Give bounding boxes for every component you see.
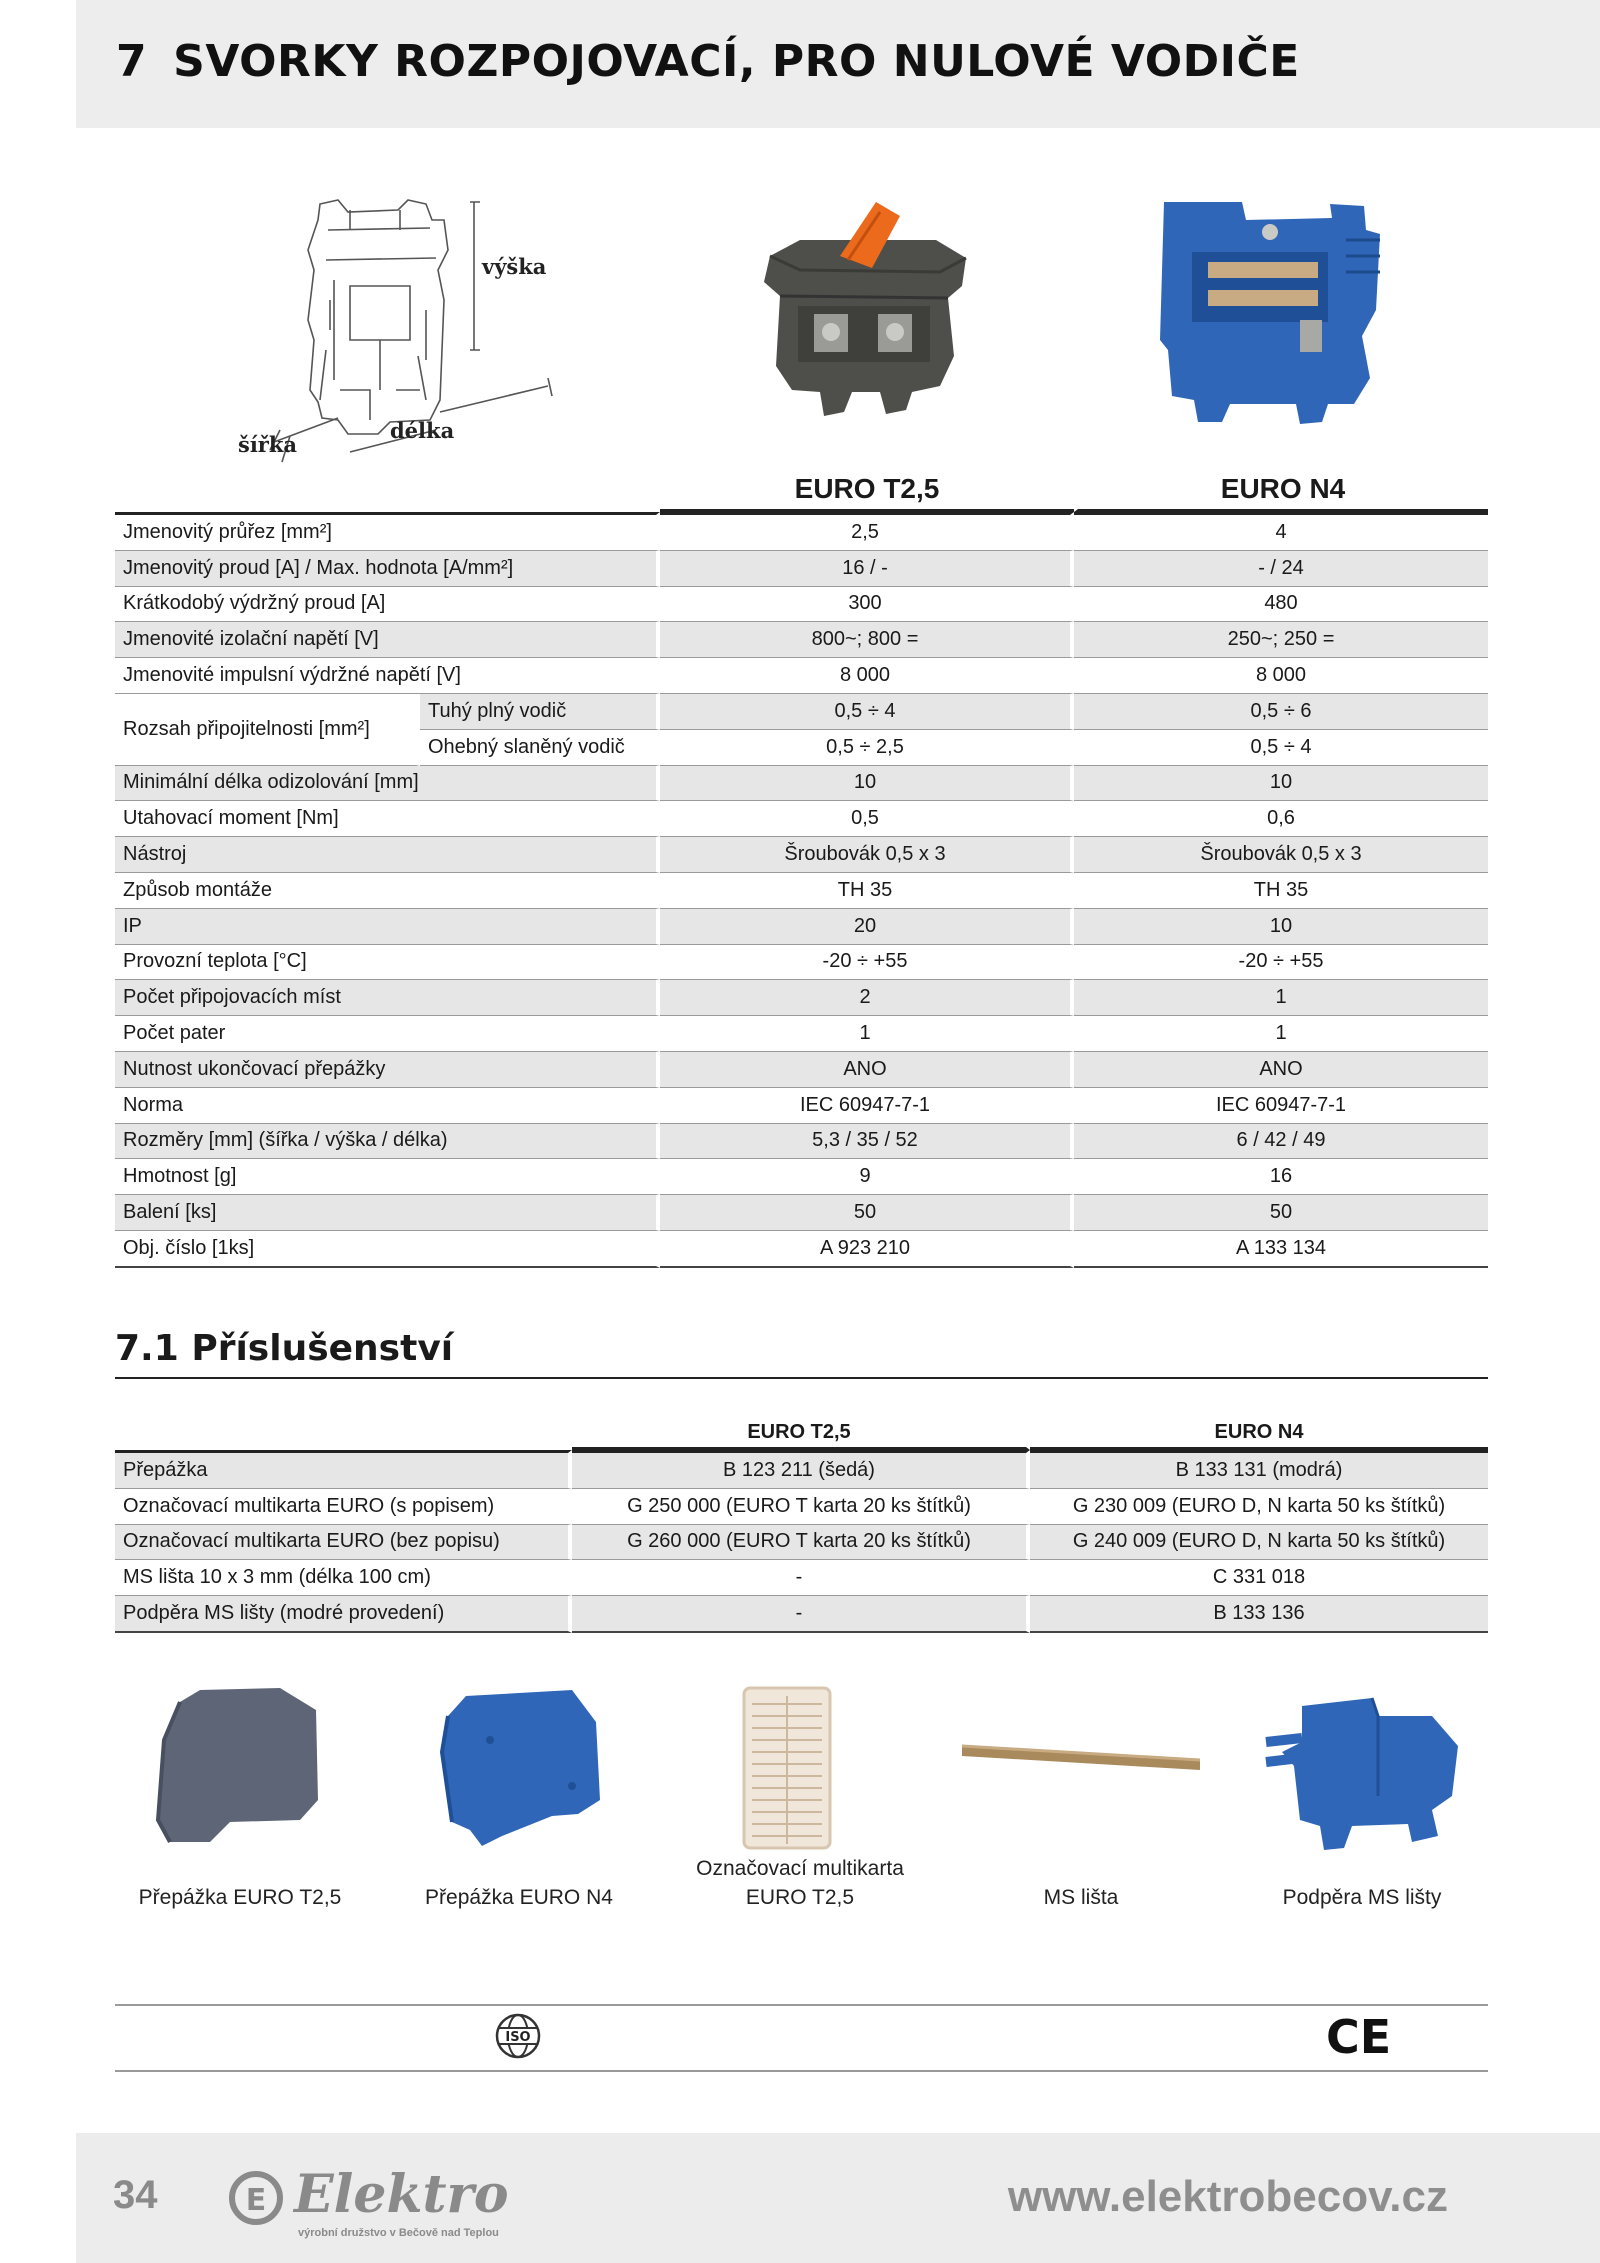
table-row <box>115 1489 1488 1525</box>
cell-value: 0,5 ÷ 6 <box>1074 694 1488 730</box>
euro-n4-terminal-image <box>1150 190 1400 430</box>
acc-col-euro-t25: EURO T2,5 <box>572 1414 1030 1450</box>
cell-value: ANO <box>660 1052 1074 1088</box>
cell-value: -20 ÷ +55 <box>1074 945 1488 981</box>
table-row <box>115 801 1488 837</box>
cell-value: 0,5 ÷ 2,5 <box>660 730 1074 766</box>
cell-value: 800~; 800 = <box>660 622 1074 658</box>
iso-text: ISO <box>505 2030 531 2045</box>
cell-value: G 230 009 (EURO D, N karta 50 ks štítků) <box>1030 1489 1488 1525</box>
cell-value: 1 <box>1074 980 1488 1016</box>
row-label: Nástroj <box>115 837 660 873</box>
section-name: Příslušenství <box>191 1328 454 1369</box>
cell-value: ANO <box>1074 1052 1488 1088</box>
partition-gray-image <box>150 1680 330 1850</box>
brand-tagline: výrobní družstvo v Bečově nad Teplou <box>298 2227 499 2239</box>
cell-value: 10 <box>660 766 1074 802</box>
cell-value: TH 35 <box>660 873 1074 909</box>
cell-value: 0,5 <box>660 801 1074 837</box>
table-row <box>115 945 1488 981</box>
range-group-label: Rozsah připojitelnosti [mm²] <box>115 694 420 766</box>
cell-value: IEC 60947-7-1 <box>660 1088 1074 1124</box>
row-label: Minimální délka odizolování [mm] <box>115 766 660 802</box>
row-label: Jmenovitý proud [A] / Max. hodnota [A/mm²] <box>115 551 660 587</box>
row-label: Přepážka <box>115 1450 572 1489</box>
acc-caption: Podpěra MS lišty <box>1282 1886 1442 1909</box>
section-title <box>115 1328 1488 1379</box>
cell-value: 16 <box>1074 1159 1488 1195</box>
elektro-logo <box>226 2154 546 2244</box>
table-row <box>115 1231 1488 1268</box>
table-row <box>115 980 1488 1016</box>
cell-value: B 133 136 <box>1030 1596 1488 1633</box>
row-label: Počet pater <box>115 1016 660 1052</box>
ms-bar-support-image <box>1262 1686 1462 1856</box>
iso-certification-icon <box>494 2012 542 2060</box>
acc-caption-line2: EURO T2,5 <box>745 1886 855 1909</box>
cell-value: 2 <box>660 980 1074 1016</box>
cell-value: A 133 134 <box>1074 1231 1488 1268</box>
cell-value: 480 <box>1074 587 1488 623</box>
section-number: 7.1 <box>115 1328 179 1369</box>
row-sublabel: Ohebný slaněný vodič <box>420 730 660 766</box>
dimension-drawing <box>230 190 560 470</box>
ce-text: CE <box>1326 2013 1392 2059</box>
row-label: Rozměry [mm] (šířka / výška / délka) <box>115 1124 660 1160</box>
acc-col-euro-n4: EURO N4 <box>1030 1414 1488 1450</box>
ce-mark-icon <box>1326 2013 1398 2059</box>
table-row <box>115 766 1488 802</box>
row-label: Způsob montáže <box>115 873 660 909</box>
row-label: Norma <box>115 1088 660 1124</box>
height-label: výška <box>482 254 547 279</box>
cell-value: A 923 210 <box>660 1231 1074 1268</box>
euro-t25-terminal-image <box>740 186 990 426</box>
table-row <box>115 873 1488 909</box>
row-label: Podpěra MS lišty (modré provedení) <box>115 1596 572 1633</box>
row-label: Počet připojovacích míst <box>115 980 660 1016</box>
cell-value: 0,5 ÷ 4 <box>1074 730 1488 766</box>
cell-value: 250~; 250 = <box>1074 622 1488 658</box>
table-row <box>115 1525 1488 1561</box>
table-row <box>115 1195 1488 1231</box>
cell-value: Šroubovák 0,5 x 3 <box>1074 837 1488 873</box>
cell-value: 50 <box>1074 1195 1488 1231</box>
table-row <box>115 837 1488 873</box>
row-label: MS lišta 10 x 3 mm (délka 100 cm) <box>115 1560 572 1596</box>
divider <box>115 2070 1488 2072</box>
cell-value: B 123 211 (šedá) <box>572 1450 1030 1489</box>
cell-value: IEC 60947-7-1 <box>1074 1088 1488 1124</box>
table-row <box>115 622 1488 658</box>
length-label: délka <box>390 418 455 443</box>
page-title <box>116 36 1300 87</box>
chapter-number: 7 <box>116 36 148 87</box>
brand-name: Elektro <box>294 2164 509 2225</box>
table-row <box>115 909 1488 945</box>
divider <box>115 2004 1488 2006</box>
marking-card-image <box>732 1680 842 1856</box>
width-label: šířka <box>238 432 298 457</box>
table-row <box>115 1124 1488 1160</box>
cell-value: 50 <box>660 1195 1074 1231</box>
cell-value: - / 24 <box>1074 551 1488 587</box>
ms-bar-image <box>958 1738 1204 1778</box>
cell-value: 2,5 <box>660 512 1074 551</box>
cell-value: - <box>572 1596 1030 1633</box>
cell-value: Šroubovák 0,5 x 3 <box>660 837 1074 873</box>
row-sublabel: Tuhý plný vodič <box>420 694 660 730</box>
cell-value: 4 <box>1074 512 1488 551</box>
svg-text:E: E <box>245 2183 267 2218</box>
cell-value: 1 <box>660 1016 1074 1052</box>
row-label: Jmenovité impulsní výdržné napětí [V] <box>115 658 660 694</box>
table-row <box>115 694 1488 730</box>
cell-value: 20 <box>660 909 1074 945</box>
website-link[interactable]: www.elektrobecov.cz <box>1007 2172 1448 2221</box>
cell-value: 0,6 <box>1074 801 1488 837</box>
partition-blue-image <box>432 1682 612 1850</box>
acc-caption-line1: Označovací multikarta <box>696 1857 904 1880</box>
spec-col-euro-t25: EURO T2,5 <box>660 465 1074 512</box>
cell-value: 5,3 / 35 / 52 <box>660 1124 1074 1160</box>
row-label: Utahovací moment [Nm] <box>115 801 660 837</box>
cell-value: 16 / - <box>660 551 1074 587</box>
row-label: Hmotnost [g] <box>115 1159 660 1195</box>
table-row <box>115 1596 1488 1633</box>
cell-value: -20 ÷ +55 <box>660 945 1074 981</box>
table-row <box>115 1560 1488 1596</box>
table-row <box>115 658 1488 694</box>
accessories-table <box>115 1414 1488 1633</box>
chapter-title: SVORKY ROZPOJOVACÍ, PRO NULOVÉ VODIČE <box>173 36 1300 87</box>
cell-value: TH 35 <box>1074 873 1488 909</box>
table-row <box>115 1016 1488 1052</box>
cell-value: 1 <box>1074 1016 1488 1052</box>
row-label: Krátkodobý výdržný proud [A] <box>115 587 660 623</box>
cell-value: G 240 009 (EURO D, N karta 50 ks štítků) <box>1030 1525 1488 1561</box>
cell-value: 8 000 <box>660 658 1074 694</box>
cell-value: 8 000 <box>1074 658 1488 694</box>
spec-col-euro-n4: EURO N4 <box>1074 465 1488 512</box>
row-label: Balení [ks] <box>115 1195 660 1231</box>
header-band <box>76 0 1600 128</box>
cell-value: 0,5 ÷ 4 <box>660 694 1074 730</box>
cell-value: C 331 018 <box>1030 1560 1488 1596</box>
cell-value: 10 <box>1074 909 1488 945</box>
row-label: Jmenovité izolační napětí [V] <box>115 622 660 658</box>
table-row <box>115 587 1488 623</box>
row-label: Jmenovitý průřez [mm²] <box>115 512 660 551</box>
table-row <box>115 1088 1488 1124</box>
table-row <box>115 551 1488 587</box>
row-label: Označovací multikarta EURO (s popisem) <box>115 1489 572 1525</box>
row-label: Nutnost ukončovací přepážky <box>115 1052 660 1088</box>
cell-value: - <box>572 1560 1030 1596</box>
row-label: Označovací multikarta EURO (bez popisu) <box>115 1525 572 1561</box>
cell-value: 6 / 42 / 49 <box>1074 1124 1488 1160</box>
page-number: 34 <box>113 2173 158 2217</box>
row-label: IP <box>115 909 660 945</box>
table-row <box>115 1052 1488 1088</box>
cell-value: 300 <box>660 587 1074 623</box>
table-row <box>115 512 1488 551</box>
acc-caption: MS lišta <box>1043 1886 1119 1909</box>
cell-value: B 133 131 (modrá) <box>1030 1450 1488 1489</box>
acc-caption: Přepážka EURO N4 <box>425 1886 613 1909</box>
cell-value: 9 <box>660 1159 1074 1195</box>
cell-value: 10 <box>1074 766 1488 802</box>
table-row <box>115 1159 1488 1195</box>
row-label: Obj. číslo [1ks] <box>115 1231 660 1268</box>
cell-value: G 250 000 (EURO T karta 20 ks štítků) <box>572 1489 1030 1525</box>
row-label: Provozní teplota [°C] <box>115 945 660 981</box>
acc-caption: Přepážka EURO T2,5 <box>138 1886 342 1909</box>
spec-table <box>115 465 1488 1268</box>
cell-value: G 260 000 (EURO T karta 20 ks štítků) <box>572 1525 1030 1561</box>
table-row <box>115 1450 1488 1489</box>
